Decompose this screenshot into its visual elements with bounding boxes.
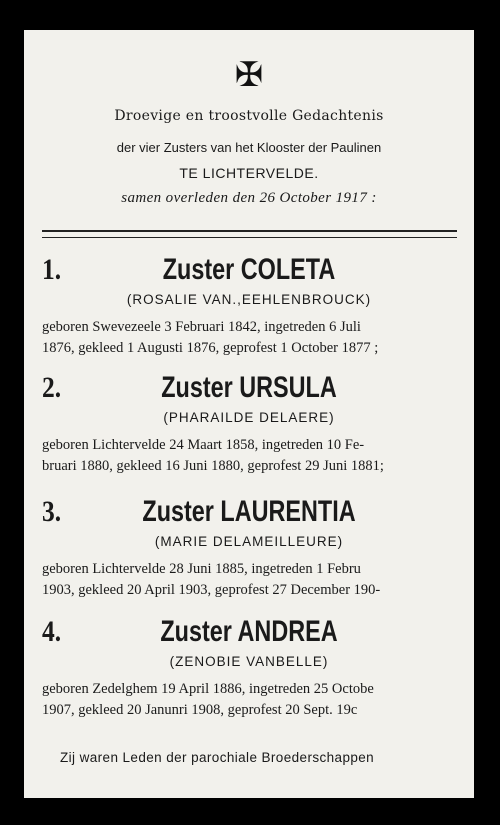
civil-name: (MARIE DELAMEILLEURE)	[154, 534, 344, 549]
details-line-1: geboren Lichtervelde 28 Juni 1885, ingetreden 1 Febru	[42, 561, 361, 577]
death-date-line: samen overleden den 26 October 1917 :	[121, 190, 377, 206]
divider-thin	[42, 237, 457, 238]
details-line-1: geboren Swevezeele 3 Februari 1842, ingetreden 6 Juli	[42, 319, 361, 335]
details-line-1: geboren Zedelghem 19 April 1886, ingetreden 25 Octobe	[42, 681, 374, 697]
details-line-2: 1903, gekleed 20 April 1903, geprofest 27 December 190-	[42, 582, 381, 598]
memorial-card	[24, 30, 474, 798]
sister-name: Zuster COLETA	[162, 253, 336, 286]
divider-thick	[42, 230, 457, 232]
civil-name: (ROSALIE VAN.,EEHLENBROUCK)	[126, 292, 372, 307]
footer-line: Zij waren Leden der parochiale Broederschappen	[60, 750, 375, 765]
details-line-2: bruari 1880, gekleed 16 Juni 1880, geprofest 29 Juni 1881;	[42, 458, 384, 474]
town-line: TE LICHTERVELDE.	[179, 165, 319, 181]
entry-number: 4.	[42, 615, 62, 648]
details-line-2: 1907, gekleed 20 Janunri 1908, geprofest 20 Sept. 19c	[42, 702, 358, 718]
civil-name: (PHARAILDE DELAERE)	[163, 410, 335, 425]
civil-name: (ZENOBIE VANBELLE)	[169, 654, 329, 669]
details-line-1: geboren Lichtervelde 24 Maart 1858, ingetreden 10 Fe-	[42, 437, 365, 453]
sister-name: Zuster ANDREA	[160, 615, 338, 648]
card-title: Droevige en troostvolle Gedachtenis	[114, 108, 384, 124]
sister-name: Zuster LAURENTIA	[142, 495, 356, 528]
convent-line: der vier Zusters van het Klooster der Paulinen	[116, 140, 382, 155]
entry-number: 3.	[42, 495, 62, 528]
entry-number: 1.	[42, 253, 62, 286]
cross-icon: ✠	[234, 55, 264, 95]
details-line-2: 1876, gekleed 1 Augusti 1876, geprofest 1 October 1877 ;	[42, 340, 379, 356]
entry-number: 2.	[42, 371, 62, 404]
sister-name: Zuster URSULA	[161, 371, 337, 404]
